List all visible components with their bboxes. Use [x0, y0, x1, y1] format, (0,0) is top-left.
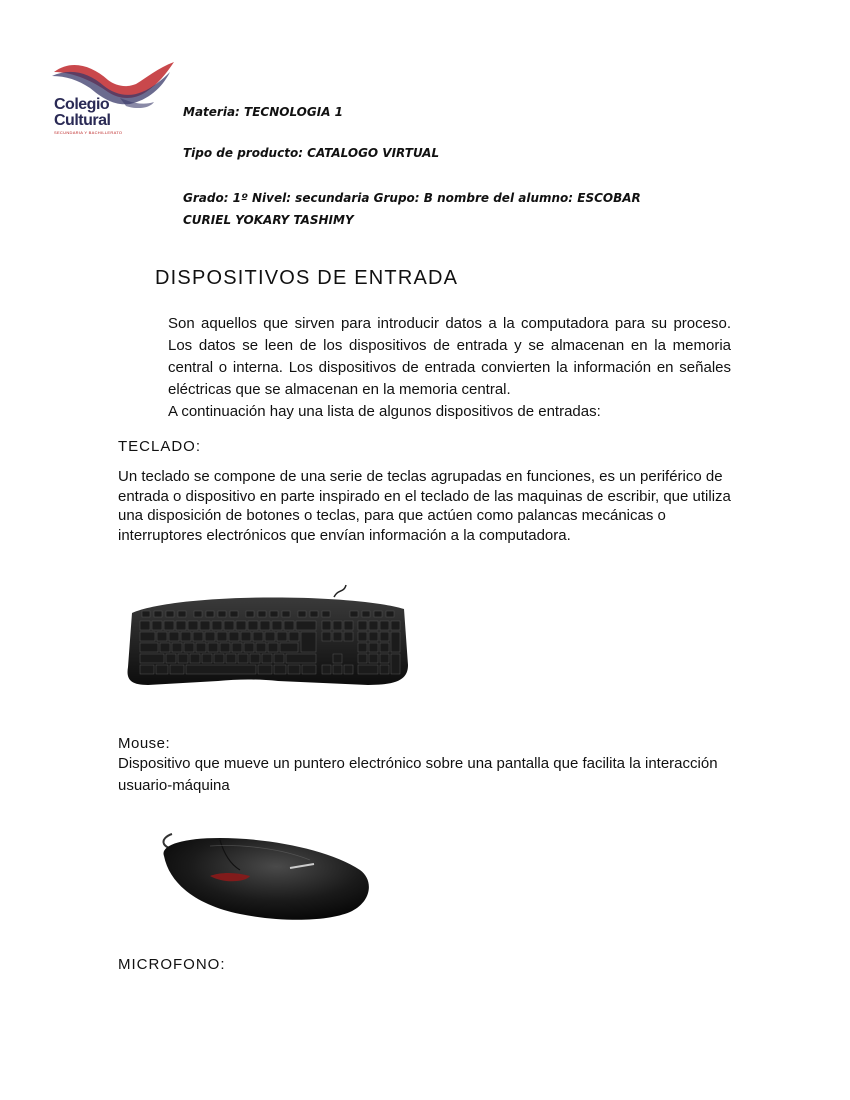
section-heading-mouse: Mouse: — [118, 735, 171, 752]
section-heading-microfono: MICROFONO: — [118, 956, 226, 973]
mouse-icon — [150, 826, 375, 928]
teclado-description: Un teclado se compone de una serie de teclas agrupadas en funciones, es un periférico de entrada o dispositivo en parte inspirado en el teclado de las maquinas de escribir, que utiliza una disposición de botones o teclas, para que actúen como palancas mecánicas o interruptores electrónicos que envían información a la computadora. — [118, 468, 731, 544]
logo-text-cultural: Cultural — [54, 112, 111, 129]
mouse-photo — [150, 826, 375, 928]
school-logo — [50, 58, 178, 140]
subject-line: Materia: TECNOLOGIA 1 — [183, 105, 344, 119]
logo-text-colegio: Colegio — [54, 96, 110, 113]
page-title: DISPOSITIVOS DE ENTRADA — [155, 267, 459, 289]
logo-tagline: SECUNDARIA Y BACHILLERATO — [54, 130, 123, 135]
keyboard-icon — [118, 575, 410, 690]
student-info-line: Grado: 1º Nivel: secundaria Grupo: B nombre del alumno: ESCOBAR CURIEL YOKARY TASHIMY — [183, 191, 641, 227]
keyboard-photo — [118, 575, 410, 690]
intro-list-lead: A continuación hay una lista de algunos dispositivos de entradas: — [168, 403, 601, 420]
intro-paragraph: Son aquellos que sirven para introducir datos a la computadora para su proceso. Los datos se leen de los dispositivos de entrada y se almacenan en la memoria central o interna. Los dispositivos de entrada convierten la información en señales eléctricas que se almacenan en la memoria central. — [168, 315, 731, 398]
intro-text — [168, 313, 731, 423]
section-heading-teclado: TECLADO: — [118, 438, 202, 455]
product-type-line: Tipo de producto: CATALOGO VIRTUAL — [183, 146, 440, 160]
mouse-description: Dispositivo que mueve un puntero electrónico sobre una pantalla que facilita la interacción usuario-máquina — [118, 755, 718, 794]
